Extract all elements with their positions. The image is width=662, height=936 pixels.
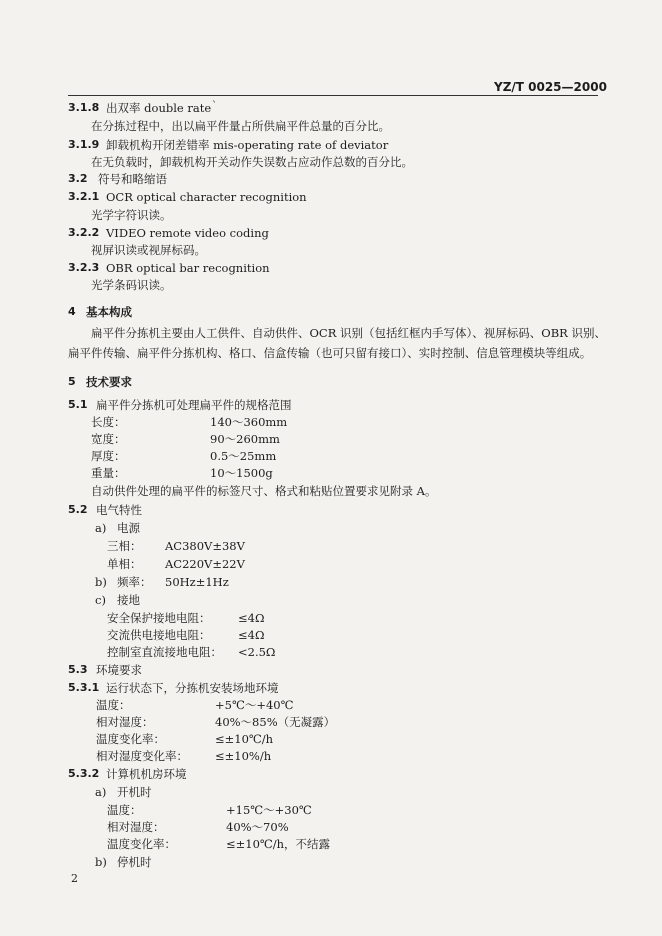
list-marker: a) [95,785,107,799]
list-title: 接地 [117,593,140,607]
section-number: 4 [68,305,76,318]
ground-label: 安全保护接地电阻： [107,611,211,625]
list-title: 电源 [117,521,140,535]
power-value: AC220V±22V [165,557,245,571]
list-title: 频率： [117,575,152,589]
section-title: OBR optical bar recognition [106,261,270,275]
list-marker: b) [95,855,107,869]
frequency-value: 50Hz±1Hz [165,575,229,589]
env-value: 40%～85%（无凝露） [215,715,336,729]
env-value: +15℃～+30℃ [226,803,312,817]
spec-value: 140～360mm [210,415,288,429]
page-number: 2 [71,872,78,885]
ground-label: 控制室直流接地电阻： [107,645,222,659]
list-marker: c) [95,593,106,607]
list-title: 开机时 [117,785,152,799]
section-number: 5.3.2 [68,767,100,780]
section-number: 5.2 [68,503,88,516]
section-number: 3.2 [68,172,88,185]
section-number: 3.2.1 [68,190,100,203]
power-label: 三相： [107,539,142,553]
env-label: 温度： [107,803,142,817]
list-title: 停机时 [117,855,152,869]
section-title: 基本构成 [86,305,132,319]
definition-text: 视屏识读或视屏标码。 [91,243,206,257]
section-title: 扁平件分拣机可处理扁平件的规格范围 [96,398,292,412]
env-value: +5℃～+40℃ [215,698,294,712]
paragraph-line: 扁平件分拣机主要由人工供件、自动供件、OCR 识别（包括红框内手写体）、视屏标码、OBR 识别、 [91,326,606,340]
section-title: OCR optical character recognition [106,190,307,204]
section-number: 5.3.1 [68,681,100,694]
env-label: 温度变化率： [107,837,176,851]
env-label: 相对湿度： [96,715,154,729]
definition-text: 在分拣过程中，出以扁平件量占所供扁平件总量的百分比。 [91,119,390,133]
section-title: 符号和略缩语 [98,172,167,186]
env-value: ≤±10℃/h，不结露 [226,837,331,851]
speck-mark: ˋ [212,101,217,112]
spec-value: 90～260mm [210,432,280,446]
env-value: ≤±10℃/h [215,732,274,746]
env-label: 相对湿度： [107,820,165,834]
section-number: 5.3 [68,663,88,676]
section-number: 5.1 [68,398,88,411]
list-marker: b) [95,575,107,589]
ground-label: 交流供电接地电阻： [107,628,211,642]
list-marker: a) [95,521,107,535]
definition-text: 在无负载时，卸载机构开关动作失误数占应动作总数的百分比。 [91,155,413,169]
header-rule [68,95,598,96]
env-value: ≤±10%/h [215,749,272,763]
env-label: 相对湿度变化率： [96,749,188,763]
section-title: 环境要求 [96,663,142,677]
section-title: 卸载机构开闭差错率 mis-operating rate of deviator [106,138,389,152]
ground-value: ≤4Ω [238,611,265,625]
section-title: 计算机机房环境 [106,767,187,781]
spec-label: 长度： [91,415,126,429]
section-number: 3.1.8 [68,101,100,114]
section-number: 5 [68,375,76,388]
section-title: 出双率 double rate [106,101,212,115]
definition-text: 光学条码识读。 [91,278,172,292]
section-title: 运行状态下，分拣机安装场地环境 [106,681,279,695]
section-title: 电气特性 [96,503,142,517]
env-value: 40%～70% [226,820,289,834]
definition-text: 光学字符识读。 [91,208,172,222]
ground-value: <2.5Ω [238,645,276,659]
spec-value: 10～1500g [210,466,273,480]
env-label: 温度： [96,698,131,712]
power-label: 单相： [107,557,142,571]
section-number: 3.2.3 [68,261,100,274]
spec-label: 宽度： [91,432,126,446]
section-number: 3.1.9 [68,138,100,151]
env-label: 温度变化率： [96,732,165,746]
spec-note: 自动供件处理的扁平件的标签尺寸、格式和粘贴位置要求见附录 A。 [91,484,437,498]
spec-label: 重量： [91,466,126,480]
paragraph-line: 扁平件传输、扁平件分拣机构、格口、信盒传输（也可只留有接口）、实时控制、信息管理模块等组成。 [68,346,592,360]
section-title: 技术要求 [86,375,132,389]
section-number: 3.2.2 [68,226,100,239]
section-title: VIDEO remote video coding [106,226,269,240]
ground-value: ≤4Ω [238,628,265,642]
standard-code: YZ/T 0025—2000 [494,80,607,94]
spec-value: 0.5～25mm [210,449,277,463]
power-value: AC380V±38V [165,539,245,553]
spec-label: 厚度： [91,449,126,463]
